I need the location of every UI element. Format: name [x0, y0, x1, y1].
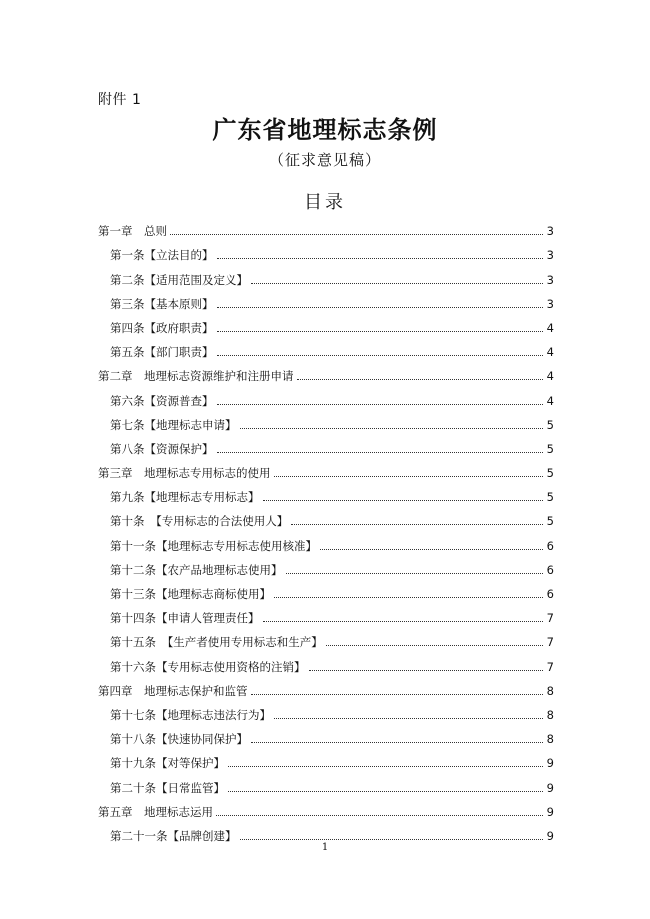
dot-leader	[263, 620, 544, 622]
toc-entry-page: 9	[546, 828, 554, 843]
dot-leader	[228, 765, 543, 767]
toc-entry-page: 3	[546, 248, 554, 263]
toc-entry-label: 第十三条【地理标志商标使用】	[110, 587, 271, 601]
toc-entry-page: 9	[546, 756, 554, 771]
dot-leader	[217, 306, 544, 308]
dot-leader	[217, 354, 544, 356]
toc-entry-page: 6	[546, 587, 554, 601]
toc-article-entry[interactable]	[98, 820, 554, 844]
toc-article-entry[interactable]	[98, 529, 554, 553]
toc-entry-label: 第十六条【专用标志使用资格的注销】	[110, 659, 306, 674]
dot-leader	[228, 790, 543, 792]
dot-leader	[320, 548, 543, 550]
toc-article-entry[interactable]	[98, 263, 554, 287]
dot-leader	[291, 523, 543, 525]
toc-article-entry[interactable]	[98, 626, 554, 650]
toc-entry-page: 5	[546, 441, 554, 456]
toc-entry-page: 3	[546, 296, 554, 311]
dot-leader	[274, 596, 543, 598]
dot-leader	[240, 838, 544, 840]
dot-leader	[274, 717, 543, 719]
toc-entry-label: 第十五条 【生产者使用专用标志和生产】	[110, 635, 323, 650]
dot-leader	[286, 572, 544, 574]
toc-article-entry[interactable]	[98, 723, 554, 747]
toc-entry-page: 5	[546, 417, 554, 432]
toc-entry-label: 第九条【地理标志专用标志】	[110, 490, 260, 505]
dot-leader	[217, 257, 544, 259]
toc-entry-label: 第三条【基本原则】	[110, 296, 214, 311]
toc-entry-page: 9	[546, 780, 554, 795]
toc-article-entry[interactable]	[98, 578, 554, 602]
dot-leader	[309, 669, 544, 671]
toc-entry-label: 第一条【立法目的】	[110, 248, 214, 263]
toc-entry-label: 第二十条【日常监管】	[110, 780, 225, 795]
toc-entry-label: 第二十一条【品牌创建】	[110, 828, 237, 843]
toc-entry-page: 5	[546, 466, 554, 481]
toc-article-entry[interactable]	[98, 336, 554, 360]
toc-article-entry[interactable]	[98, 747, 554, 771]
toc-chapter-entry[interactable]	[98, 360, 554, 384]
toc-entry-page: 8	[546, 683, 554, 698]
dot-leader	[274, 475, 544, 477]
toc-entry-page: 4	[546, 320, 554, 335]
toc-entry-page: 3	[546, 224, 554, 239]
toc-entry-label: 第三章 地理标志专用标志的使用	[98, 466, 271, 481]
toc-article-entry[interactable]	[98, 409, 554, 433]
toc-article-entry[interactable]	[98, 481, 554, 505]
toc-article-entry[interactable]	[98, 699, 554, 723]
toc-entry-label: 第十四条【申请人管理责任】	[110, 611, 260, 626]
toc-article-entry[interactable]	[98, 312, 554, 336]
dot-leader	[326, 644, 543, 646]
toc-article-entry[interactable]	[98, 554, 554, 578]
toc-entry-page: 4	[546, 369, 554, 384]
toc-entry-label: 第四条【政府职责】	[110, 320, 214, 335]
toc-entry-label: 第二章 地理标志资源维护和注册申请	[98, 369, 294, 384]
toc-entry-page: 8	[546, 732, 554, 747]
toc-article-entry[interactable]	[98, 433, 554, 457]
toc-entry-page: 6	[546, 562, 554, 577]
toc-chapter-entry[interactable]	[98, 457, 554, 481]
dot-leader	[251, 693, 544, 695]
page-number: 1	[321, 842, 329, 853]
toc-entry-label: 第十九条【对等保护】	[110, 756, 225, 771]
toc-entry-label: 第十八条【快速协同保护】	[110, 732, 248, 747]
toc-entry-page: 6	[546, 538, 554, 553]
document-subtitle: （征求意见稿）	[268, 151, 381, 169]
toc-entry-label: 第十条 【专用标志的合法使用人】	[110, 514, 289, 529]
toc-entry-page: 5	[546, 490, 554, 505]
toc-entry-page: 5	[546, 514, 554, 529]
toc-entry-label: 第七条【地理标志申请】	[110, 417, 237, 432]
toc-entry-label: 第四章 地理标志保护和监管	[98, 683, 248, 698]
toc-article-entry[interactable]	[98, 384, 554, 408]
toc-entry-label: 第五章 地理标志运用	[98, 804, 213, 819]
toc-entry-page: 7	[546, 611, 554, 626]
dot-leader	[251, 282, 543, 284]
toc-article-entry[interactable]	[98, 771, 554, 795]
toc-entry-label: 第六条【资源普查】	[110, 393, 214, 408]
toc-article-entry[interactable]	[98, 239, 554, 263]
toc-entry-page: 9	[546, 804, 554, 819]
dot-leader	[217, 330, 544, 332]
dot-leader	[216, 814, 543, 816]
table-of-contents	[98, 215, 554, 844]
toc-entry-label: 第十二条【农产品地理标志使用】	[110, 562, 283, 577]
dot-leader	[297, 378, 544, 380]
toc-entry-label: 第五条【部门职责】	[110, 345, 214, 360]
dot-leader	[251, 741, 543, 743]
attachment-label: 附件 1	[98, 92, 142, 108]
toc-chapter-entry[interactable]	[98, 675, 554, 699]
toc-entry-label: 第八条【资源保护】	[110, 441, 214, 456]
toc-entry-label: 第十一条【地理标志专用标志使用核准】	[110, 538, 317, 553]
toc-entry-page: 4	[546, 345, 554, 360]
dot-leader	[240, 427, 544, 429]
toc-article-entry[interactable]	[98, 288, 554, 312]
dot-leader	[170, 233, 543, 235]
document-title: 广东省地理标志条例	[212, 116, 438, 144]
toc-article-entry[interactable]	[98, 650, 554, 674]
toc-entry-label: 第二条【适用范围及定义】	[110, 272, 248, 287]
toc-chapter-entry[interactable]	[98, 796, 554, 820]
dot-leader	[263, 499, 544, 501]
toc-entry-page: 3	[546, 272, 554, 287]
dot-leader	[217, 451, 544, 453]
toc-entry-page: 4	[546, 393, 554, 408]
toc-entry-page: 7	[546, 659, 554, 674]
toc-chapter-entry[interactable]	[98, 215, 554, 239]
toc-heading: 目录	[304, 192, 346, 213]
dot-leader	[217, 403, 544, 405]
toc-entry-label: 第十七条【地理标志违法行为】	[110, 707, 271, 722]
toc-article-entry[interactable]	[98, 602, 554, 626]
toc-entry-page: 8	[546, 707, 554, 722]
toc-entry-label: 第一章 总则	[98, 224, 167, 239]
toc-article-entry[interactable]	[98, 505, 554, 529]
toc-entry-page: 7	[546, 635, 554, 650]
